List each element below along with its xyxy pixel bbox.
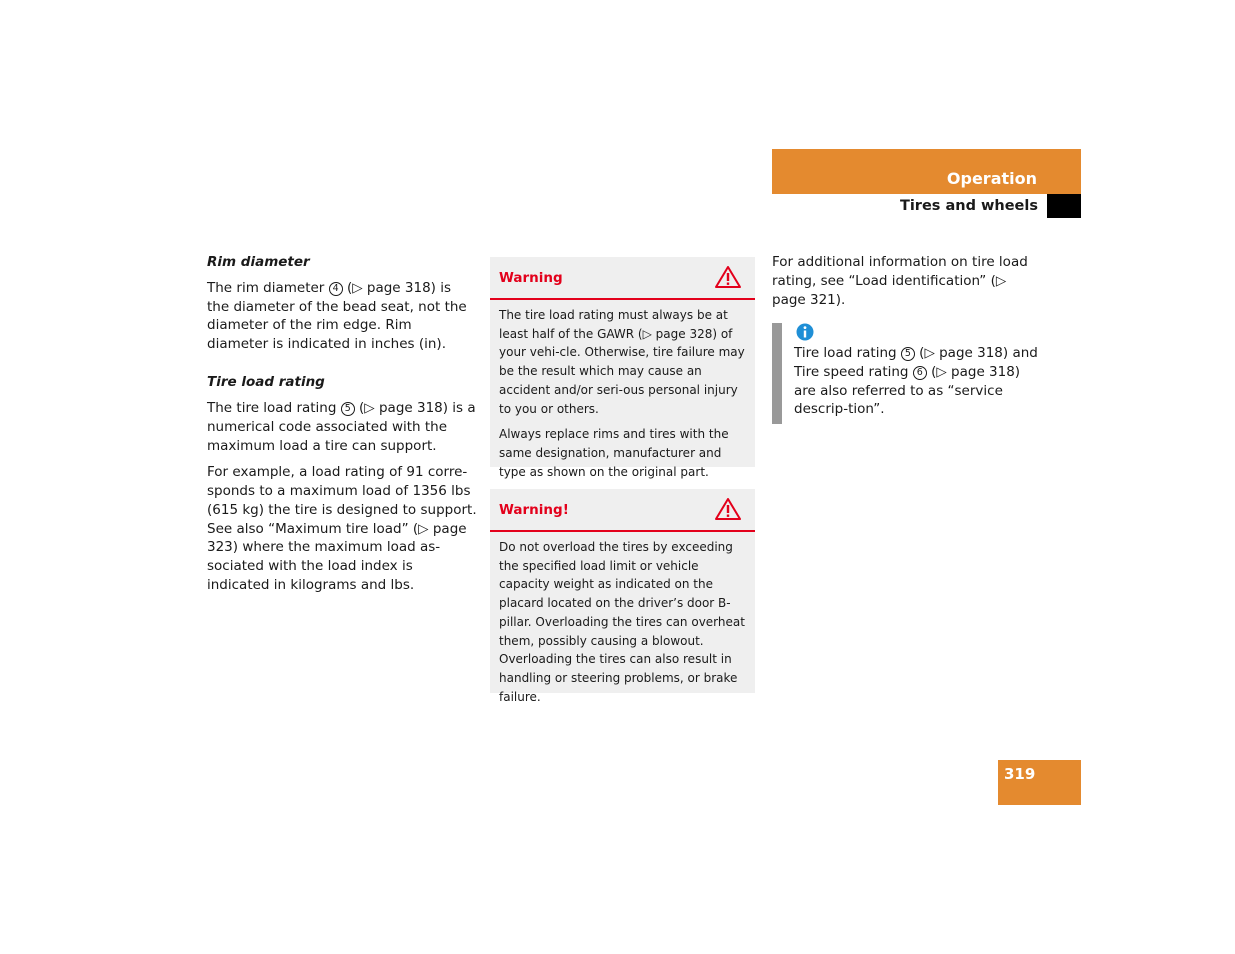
page-number: 319 bbox=[1004, 765, 1036, 783]
warning-box-2-header bbox=[490, 489, 755, 532]
note-text-1: Tire load rating bbox=[794, 345, 897, 361]
rim-diameter-paragraph bbox=[207, 279, 477, 354]
info-note bbox=[772, 323, 1037, 424]
tire-load-paragraph bbox=[207, 399, 477, 455]
callout-5: 5 bbox=[901, 347, 915, 361]
page-number-box bbox=[998, 760, 1081, 805]
warning-box-1 bbox=[490, 257, 755, 479]
callout-5: 5 bbox=[341, 402, 355, 416]
warning-box-2-title: Warning! bbox=[499, 502, 569, 518]
additional-info-paragraph: For additional information on tire load rating, see “Load identification” (▷ page 321). bbox=[772, 254, 1028, 308]
thumb-tab-marker bbox=[1047, 194, 1081, 218]
tire-load-rating-heading: Tire load rating bbox=[207, 374, 325, 391]
rim-diameter-heading: Rim diameter bbox=[207, 254, 310, 270]
callout-6: 6 bbox=[913, 366, 927, 380]
note-text-3: (▷ page 318) are also referred to as “service descrip-tion”. bbox=[794, 363, 1021, 418]
section-header-bar bbox=[772, 149, 1081, 194]
warning-triangle-icon bbox=[714, 497, 742, 521]
load-text-start: The tire load rating bbox=[207, 400, 337, 417]
info-note-bar bbox=[772, 323, 782, 424]
info-icon bbox=[796, 323, 814, 341]
subsection-title: Tires and wheels bbox=[899, 198, 1038, 214]
warning-box-2-para-1: Do not overload the tires by exceeding the specified load limit or vehicle capacity weight as indicated on the placard located on the driver’s door B-pillar. Overloading the tires can overheat them, possibly causing a blowout. Overloading the tires can also result in handling or steering problems, or brake failure. bbox=[499, 540, 745, 704]
warning-box-2 bbox=[490, 489, 755, 704]
load-text-end: (▷ page 318) is a numerical code associated with the maximum load a tire can support. bbox=[207, 400, 476, 454]
note-text-2: (▷ page 318) and Tire speed rating bbox=[794, 345, 1038, 380]
warning-box-1-header bbox=[490, 257, 755, 300]
left-column bbox=[207, 253, 477, 602]
warning-box-1-title: Warning bbox=[499, 270, 563, 286]
warning-box-1-para-2: Always replace rims and tires with the same designation, manufacturer and type as shown on the original part. bbox=[499, 427, 729, 479]
right-column bbox=[772, 253, 1037, 317]
warning-box-1-body bbox=[490, 300, 755, 481]
warning-box-1-para-1: The tire load rating must always be at least half of the GAWR (▷ page 328) of your vehi-cle. Otherwise, tire failure may be the result which may cause an accident and/or seri-ous personal injury to you or others. bbox=[499, 308, 745, 416]
info-note-text bbox=[794, 344, 1039, 419]
section-title: Operation bbox=[946, 169, 1037, 188]
rim-text-end: (▷ page 318) is the diameter of the bead seat, not the diameter of the rim edge. Rim diameter is indicated in inches (in). bbox=[207, 279, 467, 353]
warning-box-2-body bbox=[490, 532, 755, 706]
load-example-paragraph: For example, a load rating of 91 corre-sponds to a maximum load of 1356 lbs (615 kg) the tire is designed to support. See also “Maximum tire load” (▷ page 323) where the maximum load as-sociated with the load index is indicated in kilograms and lbs. bbox=[207, 464, 477, 593]
callout-4: 4 bbox=[329, 282, 343, 296]
warning-triangle-icon bbox=[714, 265, 742, 289]
rim-text-start: The rim diameter bbox=[207, 279, 325, 296]
